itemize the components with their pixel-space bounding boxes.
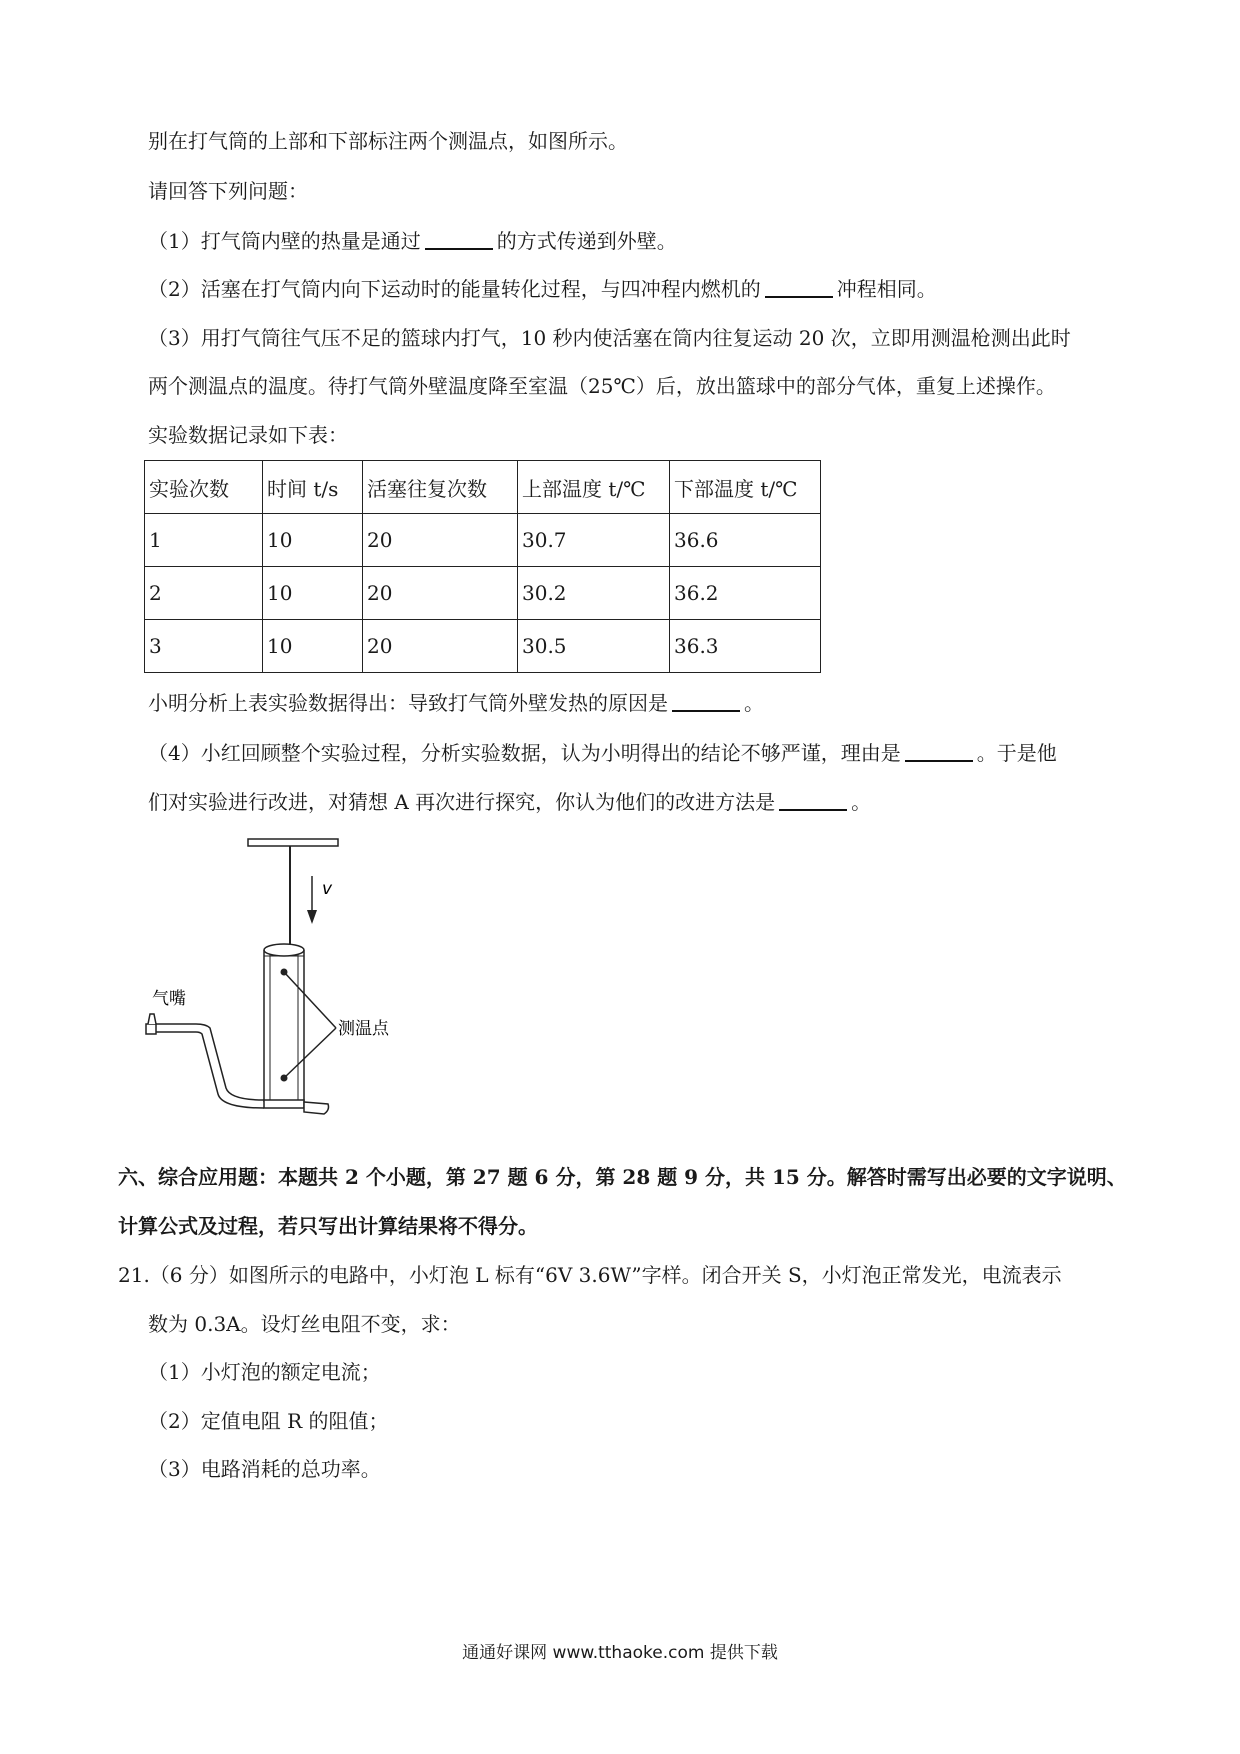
question-4-line-1 xyxy=(148,740,1057,766)
pump-base xyxy=(264,1100,304,1108)
valve-tip xyxy=(148,1014,156,1024)
section-6-heading-1: 六、综合应用题：本题共 2 个小题，第 27 题 6 分，第 28 题 9 分，共 15 分。解答时需写出必要的文字说明、 xyxy=(118,1165,1127,1189)
leader-line xyxy=(284,1028,336,1078)
question-2-text: （2）活塞在打气筒内向下运动时的能量转化过程，与四冲程内燃机的 xyxy=(148,277,761,301)
data-table xyxy=(144,460,821,673)
question-2-tail: 冲程相同。 xyxy=(836,277,937,301)
question-4-line-2 xyxy=(148,789,871,815)
table-cell: 30.2 xyxy=(518,567,670,620)
table-cell: 10 xyxy=(263,567,363,620)
question-1-text: （1）打气筒内壁的热量是通过 xyxy=(148,229,421,253)
question-21-sub-3: （3）电路消耗的总功率。 xyxy=(148,1457,381,1481)
table-cell: 10 xyxy=(263,514,363,567)
question-1 xyxy=(148,228,677,254)
table-cell: 20 xyxy=(363,567,518,620)
question-1-tail: 的方式传递到外壁。 xyxy=(496,229,677,253)
velocity-arrow-icon xyxy=(307,876,317,924)
table-cell: 36.6 xyxy=(670,514,821,567)
table-header-row xyxy=(145,461,821,514)
table-row xyxy=(145,514,821,567)
table-header: 下部温度 t/℃ xyxy=(670,461,821,514)
para-line: 别在打气筒的上部和下部标注两个测温点，如图所示。 xyxy=(148,129,628,153)
section-6-heading-2: 计算公式及过程，若只写出计算结果将不得分。 xyxy=(118,1214,538,1238)
table-row xyxy=(145,620,821,673)
question-3-line-3: 实验数据记录如下表： xyxy=(148,423,348,447)
table-cell: 20 xyxy=(363,514,518,567)
table-row xyxy=(145,567,821,620)
answer-blank xyxy=(425,228,493,250)
table-cell: 36.2 xyxy=(670,567,821,620)
analysis-text: 小明分析上表实验数据得出：导致打气筒外壁发热的原因是 xyxy=(148,691,668,715)
question-21-sub-1: （1）小灯泡的额定电流； xyxy=(148,1360,381,1384)
table-header: 时间 t/s xyxy=(263,461,363,514)
answer-blank xyxy=(672,690,740,712)
table-cell: 3 xyxy=(145,620,263,673)
question-4-text: （4）小红回顾整个实验过程，分析实验数据，认为小明得出的结论不够严谨，理由是 xyxy=(148,741,901,765)
question-3-line-1: （3）用打气筒往气压不足的篮球内打气，10 秒内使活塞在筒内往复运动 20 次，立即用测温枪测出此时 xyxy=(148,326,1071,350)
velocity-label: v xyxy=(322,879,333,899)
table-cell: 10 xyxy=(263,620,363,673)
prompt-line: 请回答下列问题： xyxy=(148,179,308,203)
question-3-line-2: 两个测温点的温度。待打气筒外壁温度降至室温（25℃）后，放出篮球中的部分气体，重复上述操作。 xyxy=(148,374,1056,398)
pump-hose-edge xyxy=(156,1032,264,1108)
table-cell: 30.5 xyxy=(518,620,670,673)
table-header: 实验次数 xyxy=(145,461,263,514)
valve-icon xyxy=(146,1024,156,1034)
page-footer: 通通好课网 www.tthaoke.com 提供下载 xyxy=(462,1643,778,1663)
pump-figure xyxy=(140,838,440,1140)
question-21-sub-2: （2）定值电阻 R 的阻值； xyxy=(148,1409,389,1433)
answer-blank xyxy=(765,276,833,298)
table-header: 上部温度 t/℃ xyxy=(518,461,670,514)
analysis-line xyxy=(148,690,764,716)
answer-blank xyxy=(905,740,973,762)
pump-handle xyxy=(248,839,338,846)
table-cell: 1 xyxy=(145,514,263,567)
table-cell: 2 xyxy=(145,567,263,620)
answer-blank xyxy=(779,789,847,811)
measure-points-label: 测温点 xyxy=(338,1019,389,1039)
question-4-text-2: 们对实验进行改进，对猜想 A 再次进行探究，你认为他们的改进方法是 xyxy=(148,790,776,814)
question-21-line-2: 数为 0.3A。设灯丝电阻不变，求： xyxy=(148,1312,461,1336)
table-cell: 20 xyxy=(363,620,518,673)
valve-label: 气嘴 xyxy=(152,989,186,1009)
leader-line xyxy=(284,972,336,1028)
table-header: 活塞往复次数 xyxy=(363,461,518,514)
table-cell: 30.7 xyxy=(518,514,670,567)
question-4-tail-2: 。 xyxy=(851,790,872,814)
question-4-tail: 。于是他 xyxy=(976,741,1057,765)
foot-plate xyxy=(304,1102,329,1114)
question-2 xyxy=(148,276,937,302)
analysis-tail: 。 xyxy=(744,691,764,715)
table-cell: 36.3 xyxy=(670,620,821,673)
question-21-line-1: 21.（6 分）如图所示的电路中，小灯泡 L 标有“6V 3.6W”字样。闭合开关 S，小灯泡正常发光，电流表示 xyxy=(118,1263,1062,1287)
